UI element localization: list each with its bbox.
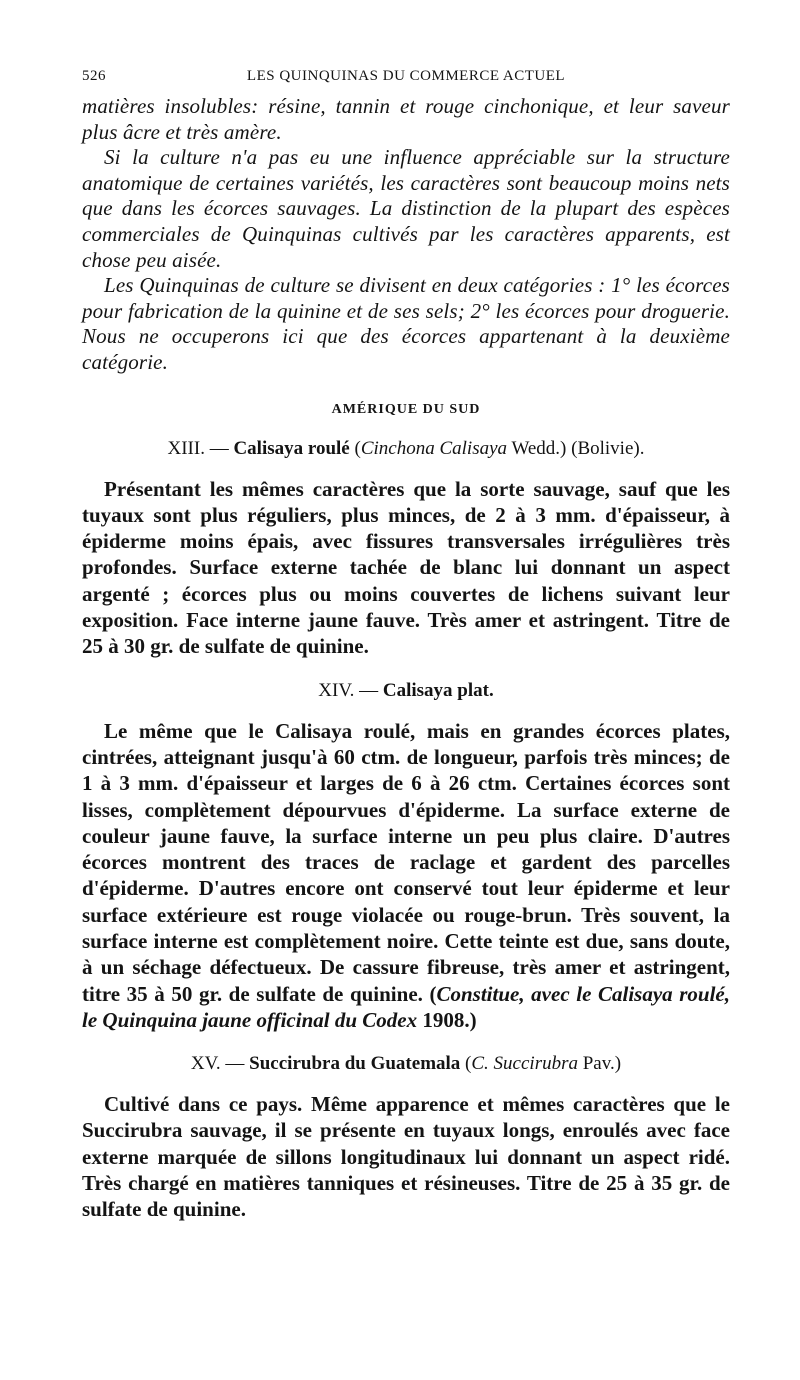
entry-note: Constitue, avec le Calisaya roulé, le Quinquina jaune officinal du Codex	[82, 981, 731, 1032]
entry-text-xv: Cultivé dans ce pays. Même apparence et mêmes caractères que le Succirubra sauvage, il se présente en tuyaux longs, enroulés avec face externe marquée de sillons longitudinaux lui donnant un aspect ridé. Très chargé en matières tanniques et résineuses. Titre de 25 à 35 gr. de sulfate de quinine.	[82, 1092, 730, 1222]
entry-authority: Wedd.)	[507, 437, 567, 459]
entry-name: Calisaya plat.	[382, 679, 494, 701]
entry-species: C. Succirubra	[471, 1053, 578, 1075]
page-number: 526	[82, 68, 106, 84]
intro-paragraph-3: Les Quinquinas de culture se divisent en deux catégories : 1° les écorces pour fabrication de la quinine et de ses sels; 2° les écorces pour droguerie. Nous ne occuperons ici que des écorces appartenant à la deuxième catégorie.	[82, 273, 730, 374]
entry-text-xiv: Le même que le Calisaya roulé, mais en grandes écorces plates, cintrées, atteignant jusqu'à 60 ctm. de longueur, parfois très minces; de 1 à 3 mm. d'épaisseur et larges de 6 à 26 ctm. Certaines écorces sont lisses, complètement dépourvues d'épiderme. La surface externe de couleur jaune fauve, la surface interne un peu plus claire. D'autres écorces montrent des traces de raclage et gardent des parcelles d'épiderme. D'autres encore ont conservé tout leur épiderme et leur surface extérieure est rouge violacée ou rouge-brun. Très souvent, la surface interne est complètement noire. Cette teinte est due, sans doute, à un séchage défectueux. De cassure fibreuse, très amer et astringent, titre 35 à 50 gr. de sulfate de quinine. (Constitue, avec le Calisaya roulé, le Quinquina jaune officinal du Codex 1908.)	[82, 718, 731, 1032]
page-header	[82, 68, 730, 85]
intro-paragraph-2: Si la culture n'a pas eu une influence appréciable sur la structure anatomique de certaines variétés, les caractères sont beaucoup moins nets que dans les écorces sauvages. La distinction de la plupart des espèces commerciales de Quinquinas cultivés par les caractères apparents, est chose peu aisée.	[82, 145, 730, 272]
entry-heading-xv: XV. — Succirubra du Guatemala (C. Succirubra Pav.)	[190, 1053, 622, 1075]
entry-origin: (Bolivie).	[571, 437, 645, 459]
entry-authority: Pav.)	[577, 1053, 622, 1075]
section-title: AMÉRIQUE DU SUD	[331, 401, 481, 417]
entry-number: XV.	[190, 1053, 221, 1075]
entry-name: Succirubra du Guatemala	[249, 1053, 461, 1075]
page-body	[82, 94, 730, 1223]
entry-text-xiii: Présentant les mêmes caractères que la sorte sauvage, sauf que les tuyaux sont plus réguliers, plus minces, de 2 à 3 mm. d'épaisseur, à épiderme moins épais, avec fissures transversales irrégulières très profondes. Surface externe tachée de blanc lui donnant un aspect argenté ; écorces plus ou moins couvertes de lichens suivant leur exposition. Face interne jaune fauve. Très amer et astringent. Titre de 25 à 30 gr. de sulfate de quinine.	[82, 476, 730, 659]
entry-species: Cinchona Calisaya	[360, 437, 508, 459]
entry-name: Calisaya roulé	[233, 437, 350, 459]
entry-heading-xiv: XIV. — Calisaya plat.	[318, 679, 494, 701]
entry-number: XIII.	[167, 437, 205, 459]
entry-number: XIV.	[318, 679, 355, 701]
running-title: LES QUINQUINAS DU COMMERCE ACTUEL	[246, 68, 566, 84]
entry-heading-xiii: XIII. — Calisaya roulé (Cinchona Calisaya Wedd.) (Bolivie).	[167, 437, 645, 459]
intro-paragraph-1: matières insolubles: résine, tannin et rouge cinchonique, et leur saveur plus âcre et très amère.	[82, 94, 730, 144]
